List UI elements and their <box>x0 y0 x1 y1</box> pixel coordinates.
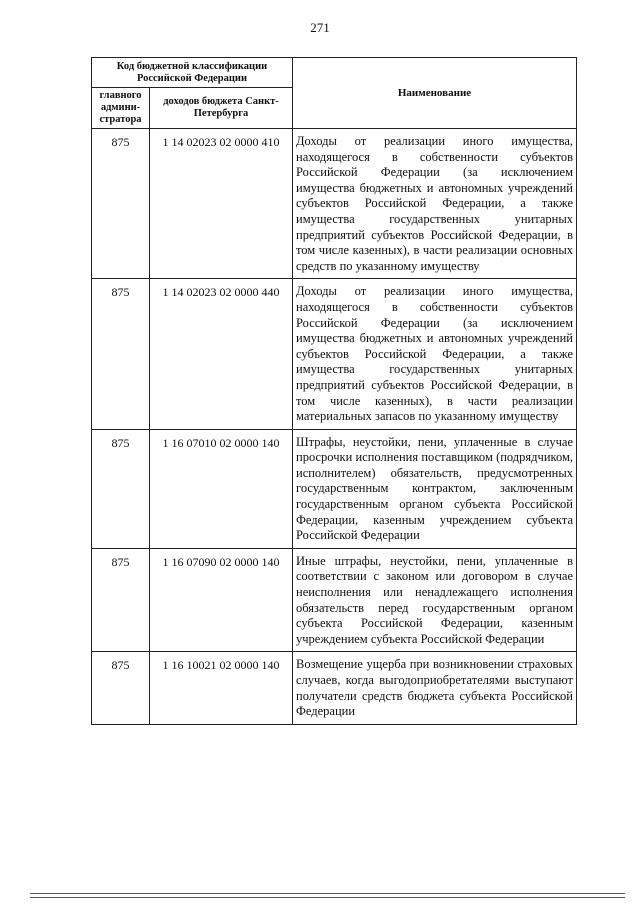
admin-code-cell: 875 <box>92 429 150 548</box>
table-row <box>92 548 577 652</box>
name-cell: Иные штрафы, неустойки, пени, уплаченные в соответствии с законом или договором в случае неисполнения или ненадлежащего исполнения обязательств перед государственным органом субъекта Российской Федерации, казенным учреждением субъекта Российской Федерации <box>293 548 577 652</box>
table-row <box>92 279 577 429</box>
admin-code-cell: 875 <box>92 129 150 279</box>
revenue-code-cell: 1 16 07090 02 0000 140 <box>150 548 293 652</box>
admin-code-cell: 875 <box>92 652 150 724</box>
page-bottom-rule <box>30 893 625 898</box>
header-row-top <box>92 58 577 88</box>
header-name-column: Наименование <box>293 58 577 129</box>
revenue-code-cell: 1 14 02023 02 0000 410 <box>150 129 293 279</box>
header-group-title: Код бюджетной классификации Российской Федерации <box>92 58 293 88</box>
name-cell: Доходы от реализации иного имущества, находящегося в собственности субъектов Российской Федерации (за исключением имущества бюджетных и автономных учреждений субъектов Российской Федерации, а также имущества государственных унитарных предприятий субъектов Российской Федерации, в том числе казенных), в части реализации материальных запасов по указанному имуществу <box>293 279 577 429</box>
page-number: 271 <box>310 20 330 35</box>
name-cell: Доходы от реализации иного имущества, находящегося в собственности субъектов Российской Федерации (за исключением имущества бюджетных и автономных учреждений субъектов Российской Федерации, а также имущества государственных унитарных предприятий субъектов Российской Федерации, в том числе казенных), в части реализации основных средств по указанному имуществу <box>293 129 577 279</box>
name-cell: Возмещение ущерба при возникновении страховых случаев, когда выгодоприобретателями выступают получатели средств бюджета субъекта Российской Федерации <box>293 652 577 724</box>
revenue-code-cell: 1 16 07010 02 0000 140 <box>150 429 293 548</box>
table-row <box>92 129 577 279</box>
admin-code-cell: 875 <box>92 279 150 429</box>
header-revenue-column: доходов бюджета Санкт-Петербурга <box>150 88 293 129</box>
budget-classification-table <box>91 57 577 725</box>
header-admin-column: главного админи-стратора <box>92 88 150 129</box>
revenue-code-cell: 1 16 10021 02 0000 140 <box>150 652 293 724</box>
name-cell: Штрафы, неустойки, пени, уплаченные в случае просрочки исполнения поставщиком (подрядчиком, исполнителем) обязательств, предусмотренных государственным контрактом, заключенным государственным органом субъекта Российской Федерации, казенным учреждением субъекта Российской Федерации <box>293 429 577 548</box>
admin-code-cell: 875 <box>92 548 150 652</box>
table-row <box>92 652 577 724</box>
table-row <box>92 429 577 548</box>
revenue-code-cell: 1 14 02023 02 0000 440 <box>150 279 293 429</box>
